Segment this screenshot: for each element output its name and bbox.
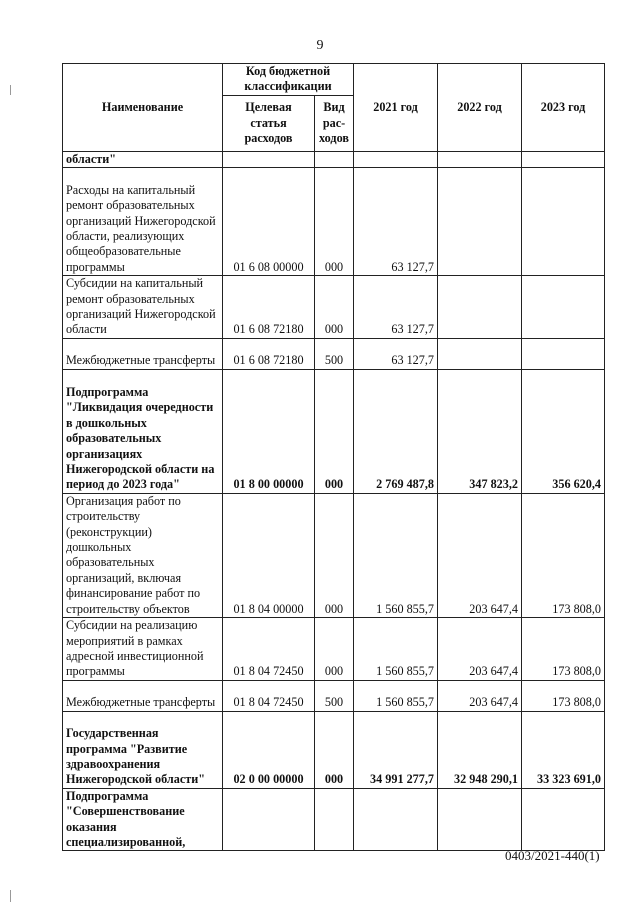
row-2023-cell <box>522 151 605 167</box>
row-vid-cell: 000 <box>315 369 354 493</box>
header-2023: 2023 год <box>522 64 605 152</box>
header-code-group: Код бюджетной классификации <box>223 64 354 96</box>
table-row <box>63 276 605 339</box>
row-name-cell: Организация работ по строительству (реконструкции) дошкольных образовательных организаций, включая финансирование работ по строительству объектов <box>63 493 223 617</box>
table-row <box>63 788 605 851</box>
row-target-code-cell: 01 8 04 72450 <box>223 680 315 711</box>
row-target-code-cell: 01 8 04 00000 <box>223 493 315 617</box>
row-2021-cell <box>354 151 438 167</box>
table-row <box>63 493 605 617</box>
document-id: 0403/2021-440(1) <box>505 848 600 863</box>
row-vid-cell <box>315 788 354 851</box>
row-name-cell: Межбюджетные трансферты <box>63 680 223 711</box>
row-vid-cell <box>315 151 354 167</box>
table-row <box>63 618 605 681</box>
table-row <box>63 680 605 711</box>
row-2023-cell <box>522 788 605 851</box>
row-name-cell: Субсидии на реализацию мероприятий в рамках адресной инвестиционной программы <box>63 618 223 681</box>
header-2021: 2021 год <box>354 64 438 152</box>
row-2022-cell: 203 647,4 <box>438 680 522 711</box>
row-vid-cell: 500 <box>315 338 354 369</box>
row-2023-cell: 33 323 691,0 <box>522 711 605 788</box>
row-name-cell: Межбюджетные трансферты <box>63 338 223 369</box>
row-2022-cell <box>438 276 522 339</box>
row-vid-cell: 500 <box>315 680 354 711</box>
page-number: 9 <box>316 38 324 53</box>
row-target-code-cell: 01 6 08 72180 <box>223 276 315 339</box>
scan-edge-mark <box>10 85 11 95</box>
row-2022-cell <box>438 788 522 851</box>
row-2021-cell: 2 769 487,8 <box>354 369 438 493</box>
row-target-code-cell: 01 6 08 00000 <box>223 168 315 276</box>
row-name-cell: Подпрограмма "Совершенствование оказания специализированной, <box>63 788 223 851</box>
row-target-code-cell: 01 8 00 00000 <box>223 369 315 493</box>
row-2021-cell: 1 560 855,7 <box>354 618 438 681</box>
budget-table <box>62 63 605 851</box>
table-row <box>63 711 605 788</box>
header-target: Целевая статья расходов <box>223 95 315 151</box>
header-2022: 2022 год <box>438 64 522 152</box>
row-2022-cell: 203 647,4 <box>438 618 522 681</box>
row-2023-cell <box>522 168 605 276</box>
row-vid-cell: 000 <box>315 276 354 339</box>
row-vid-cell: 000 <box>315 711 354 788</box>
table-body <box>63 151 605 851</box>
row-vid-cell: 000 <box>315 618 354 681</box>
row-2021-cell: 63 127,7 <box>354 276 438 339</box>
row-2023-cell: 173 808,0 <box>522 493 605 617</box>
scan-edge-mark <box>10 890 11 902</box>
row-2022-cell <box>438 168 522 276</box>
row-2021-cell <box>354 788 438 851</box>
row-target-code-cell: 01 8 04 72450 <box>223 618 315 681</box>
row-2021-cell: 63 127,7 <box>354 338 438 369</box>
row-target-code-cell <box>223 788 315 851</box>
row-2022-cell <box>438 151 522 167</box>
row-2021-cell: 34 991 277,7 <box>354 711 438 788</box>
row-2022-cell: 32 948 290,1 <box>438 711 522 788</box>
row-target-code-cell: 01 6 08 72180 <box>223 338 315 369</box>
row-name-cell: области" <box>63 151 223 167</box>
row-2023-cell <box>522 276 605 339</box>
table-row <box>63 338 605 369</box>
table-row <box>63 151 605 167</box>
row-target-code-cell: 02 0 00 00000 <box>223 711 315 788</box>
row-2022-cell: 347 823,2 <box>438 369 522 493</box>
row-2023-cell <box>522 338 605 369</box>
row-name-cell: Субсидии на капитальный ремонт образовательных организаций Нижегородской области <box>63 276 223 339</box>
row-target-code-cell <box>223 151 315 167</box>
header-name: Наименование <box>63 64 223 152</box>
row-vid-cell: 000 <box>315 493 354 617</box>
row-2022-cell: 203 647,4 <box>438 493 522 617</box>
row-2023-cell: 356 620,4 <box>522 369 605 493</box>
row-name-cell: Подпрограмма "Ликвидация очередности в дошкольных образовательных организациях Нижегородской области на период до 2023 года" <box>63 369 223 493</box>
row-name-cell: Государственная программа "Развитие здравоохранения Нижегородской области" <box>63 711 223 788</box>
row-name-cell: Расходы на капитальный ремонт образовательных организаций Нижегородской области, реализующих общеобразовательные программы <box>63 168 223 276</box>
row-2023-cell: 173 808,0 <box>522 680 605 711</box>
header-vid: Вид рас-ходов <box>315 95 354 151</box>
row-vid-cell: 000 <box>315 168 354 276</box>
row-2021-cell: 1 560 855,7 <box>354 493 438 617</box>
row-2022-cell <box>438 338 522 369</box>
row-2021-cell: 63 127,7 <box>354 168 438 276</box>
row-2023-cell: 173 808,0 <box>522 618 605 681</box>
row-2021-cell: 1 560 855,7 <box>354 680 438 711</box>
table-row <box>63 369 605 493</box>
table-row <box>63 168 605 276</box>
